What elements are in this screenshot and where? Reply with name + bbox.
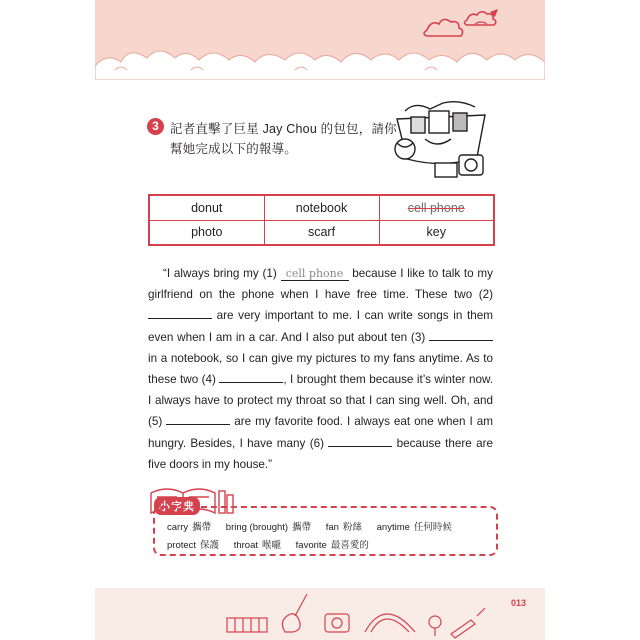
word-cell: donut (149, 195, 264, 220)
dictionary-entry (226, 519, 311, 533)
word-cell: scarf (264, 220, 379, 245)
dictionary-row (167, 537, 381, 551)
word-bank-table (148, 194, 495, 246)
cloud-header-decoration (95, 0, 545, 80)
reading-passage (148, 263, 493, 475)
passage-text: because there are five doors in my house.” (148, 436, 493, 471)
entry-english: protect (167, 540, 197, 551)
blank-3[interactable] (429, 328, 493, 341)
entry-english: anytime (376, 522, 410, 533)
passage-text: are my favorite food. I always eat one when I am hungry. Besides, I have many (6) (148, 415, 493, 450)
entry-chinese: 粉絲 (342, 522, 362, 533)
blank-6[interactable] (328, 434, 392, 447)
dictionary-title: 小字典 (154, 497, 200, 515)
passage-text: in a notebook, so I can give my pictures to my fans anytime. As to these two (4) (148, 351, 493, 387)
blank-4[interactable] (219, 370, 283, 383)
dictionary-row (167, 519, 464, 533)
crossed-out-word: cell phone (407, 200, 465, 215)
entry-chinese: 最喜愛的 (330, 540, 369, 551)
entry-english: fan (325, 522, 339, 533)
blank-2[interactable] (148, 306, 212, 319)
entry-chinese: 保護 (200, 540, 220, 551)
textbook-page (95, 0, 545, 640)
page-number: 013 (511, 598, 527, 608)
dictionary-entry (377, 519, 452, 533)
entry-chinese: 任何時候 (413, 522, 452, 533)
entry-english: bring (brought) (225, 522, 289, 533)
word-cell: key (379, 220, 494, 245)
entry-chinese: 攜帶 (292, 522, 312, 533)
question-number-badge: 3 (147, 118, 164, 135)
dictionary-entry (326, 519, 362, 533)
dictionary-entry (234, 537, 281, 551)
handbag-illustration (385, 97, 495, 192)
entry-chinese: 攜帶 (192, 522, 212, 533)
dictionary-entry (167, 537, 219, 551)
table-row (149, 195, 494, 220)
entry-english: carry (167, 522, 189, 533)
passage-text: because I like to talk to my girlfriend on the phone when I have free time. These two (2) (148, 267, 493, 302)
dictionary-box (153, 506, 498, 556)
blank-1-answer[interactable]: cell phone (281, 268, 349, 281)
blank-5[interactable] (166, 412, 230, 425)
entry-english: throat (233, 540, 258, 551)
word-cell (379, 195, 494, 220)
word-cell: notebook (264, 195, 379, 220)
entry-chinese: 喉嚨 (262, 540, 282, 551)
passage-text: “I always bring my (1) (163, 267, 281, 280)
dictionary-entry (167, 519, 211, 533)
table-row (149, 220, 494, 245)
footer-doodle-decoration (215, 588, 505, 640)
question-text-line1: 記者直擊了巨星 Jay Chou 的包包，請你 (170, 122, 397, 136)
passage-text: are very important to me. I can write songs in them even when I am in a car. And I also put about ten (3) (148, 309, 493, 344)
dictionary-entry (296, 537, 369, 551)
word-cell: photo (149, 220, 264, 245)
question-text-line2: 幫她完成以下的報導。 (170, 142, 298, 156)
passage-text: , I brought them because it’s winter now. I always have to protect my throat so that I can sing well. Oh, and (5) (148, 373, 494, 429)
entry-english: favorite (295, 540, 327, 551)
